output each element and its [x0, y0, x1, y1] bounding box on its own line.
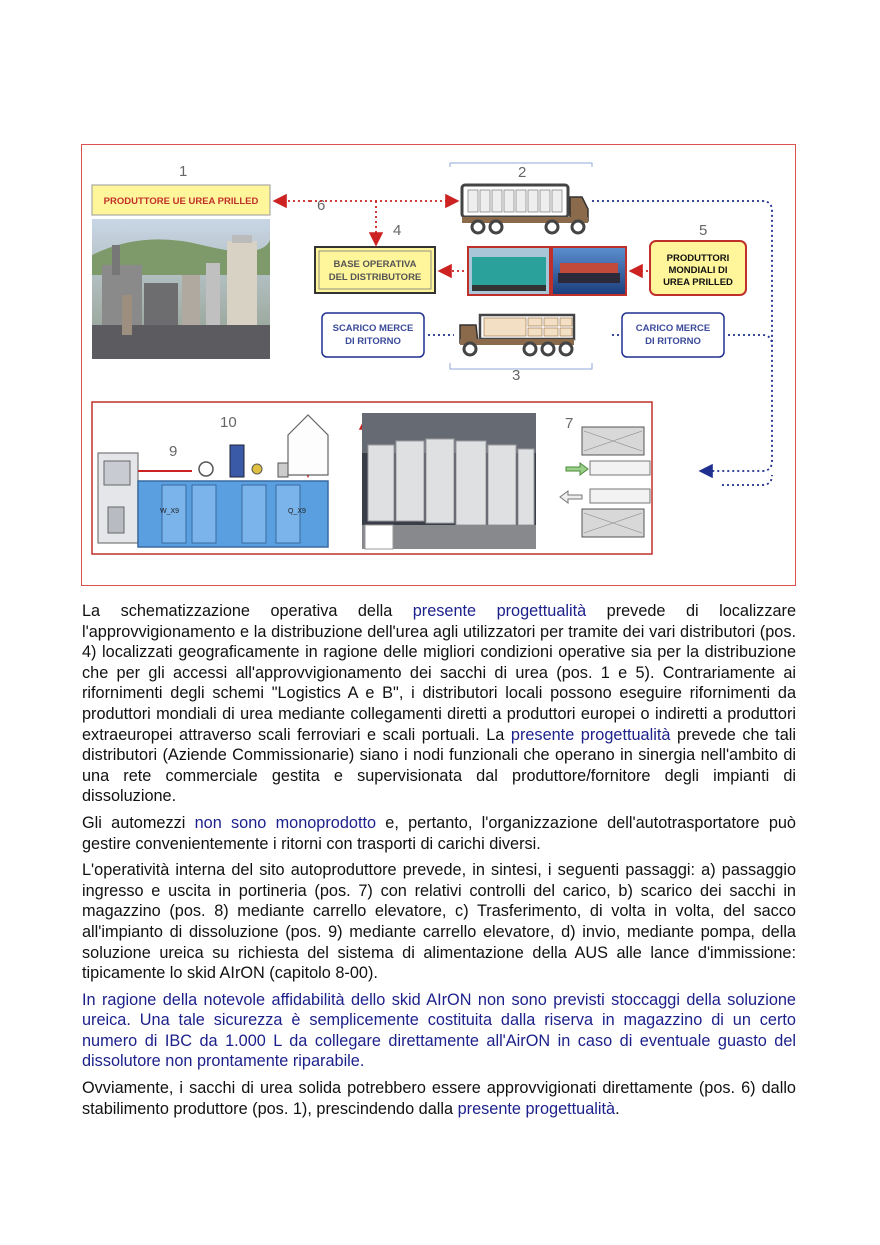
p5-highlight: presente progettualità [457, 1099, 616, 1118]
gate-diagram [560, 427, 650, 537]
factory-photo [92, 219, 270, 359]
unload-return-line2: DI RITORNO [345, 336, 401, 347]
train-photo [468, 247, 550, 295]
p5-text-b: . [615, 1099, 620, 1118]
paragraph-reliability: In ragione della notevole affidabilità dello skid AIrON non sono previsti stoccaggi della soluzione ureica. Una tale sicurezza è semplicemente costituita dalla riserva in magazzino di un certo numero di IBC da 1.000 L da collegare direttamente all'AirON in caso di eventuale guasto del dissolutore non prontamente riparabile. [82, 990, 796, 1071]
load-return-box [622, 313, 724, 357]
pos-label-1: 1 [179, 163, 188, 180]
return-truck-icon [460, 315, 574, 355]
load-return-line1: CARICO MERCE [635, 323, 711, 334]
pos-label-10: 10 [220, 414, 237, 431]
unload-return-line1: SCARICO MERCE [332, 323, 414, 334]
p1-text-b: prevede di localizzare l'approvvigionamento e la distribuzione dell'urea agli utilizzatori per tramite dei vari distributori (pos. 4) localizzati geograficamente in ragione delle migliori condizioni operative sia per la distribuzione che per gli accessi all'approvvigionamento dei sacchi di urea (pos. 1 e 5). Contrariamente ai rifornimenti degli schemi "Logistics A e B", i distributori locali possono eseguire rifornimenti da produttori mondiali di urea mediante collegamenti diretti a produttori europei o indiretti a produttori extraeuropei attraverso scali ferroviari e scali portuali. La [82, 602, 796, 744]
description-text [82, 601, 796, 1125]
world-producers-line3: UREA PRILLED [663, 277, 733, 288]
paragraph-site-operations: L'operatività interna del sito autoproduttore prevede, in sintesi, i seguenti passaggi: a) passaggio ingresso e uscita in portineria (pos. 7) con relativi controlli del carico, b) scarico dei sacchi in magazzino (pos. 8) mediante carrello elevatore, c) Trasferimento, di volta in volta, del sacco all'impianto di dissoluzione (pos. 9) mediante carrello elevatore, d) invio, mediante pompa, della soluzione ureica su richiesta del sistema di alimentazione della AUS alle lance d'immissione: tipicamente lo skid AIrON (capitolo 8-00). [82, 861, 796, 983]
pos-label-7: 7 [565, 415, 574, 432]
distributor-base-line1: BASE OPERATIVA [333, 259, 417, 270]
paragraph-direct-supply [82, 1078, 796, 1119]
truck-icon [462, 185, 588, 233]
paragraph-logistics [82, 601, 796, 807]
p5-text-a: Ovviamente, i sacchi di urea solida potrebbero essere approvvigionati direttamente (pos. 6) dallo stabilimento produttore (pos. 1), prescindendo dalla [82, 1079, 796, 1118]
ship-photo [552, 247, 626, 295]
distributor-base-line2: DEL DISTRIBUTORE [328, 272, 422, 283]
distributor-base-box [315, 247, 435, 293]
p2-highlight: non sono monoprodotto [194, 813, 377, 832]
tank-label-left: W_X9 [160, 508, 180, 515]
paragraph-vehicles [82, 813, 796, 854]
diagram-svg [82, 145, 797, 587]
producer-eu-label: PRODUTTORE UE UREA PRILLED [103, 196, 259, 207]
pos-label-4: 4 [393, 222, 402, 239]
load-return-line2: DI RITORNO [645, 336, 701, 347]
p1-text-a: La schematizzazione operativa della [82, 602, 413, 620]
pos-label-9: 9 [169, 443, 178, 460]
p2-text-a: Gli automezzi [82, 813, 195, 832]
pos-label-6: 6 [317, 197, 326, 214]
p1-text-c: prevede che tali distributori (Aziende Commissionarie) siano i nodi funzionali che operano in sinergia nell'ambito di una rete commerciale gestita e supervisionata dal produttore/fornitore degli impianti di dissoluzione. [82, 725, 796, 806]
dissolution-plant [98, 415, 328, 547]
pos-label-3: 3 [512, 367, 521, 384]
p2-text-b: e, pertanto, l'organizzazione dell'autotrasportatore può gestire convenientemente i ritorni con trasporti di carichi diversi. [82, 813, 796, 853]
world-producers-line2: MONDIALI DI [668, 265, 728, 276]
world-producers-line1: PRODUTTORI [666, 253, 730, 264]
logistics-diagram [81, 144, 796, 586]
p1-highlight-a: presente progettualità [412, 602, 587, 620]
pos-label-2: 2 [518, 164, 527, 181]
p1-highlight-b: presente progettualità [510, 725, 671, 744]
unload-return-box [322, 313, 424, 357]
pos-label-5: 5 [699, 222, 708, 239]
tank-label-right: Q_X9 [288, 508, 306, 515]
